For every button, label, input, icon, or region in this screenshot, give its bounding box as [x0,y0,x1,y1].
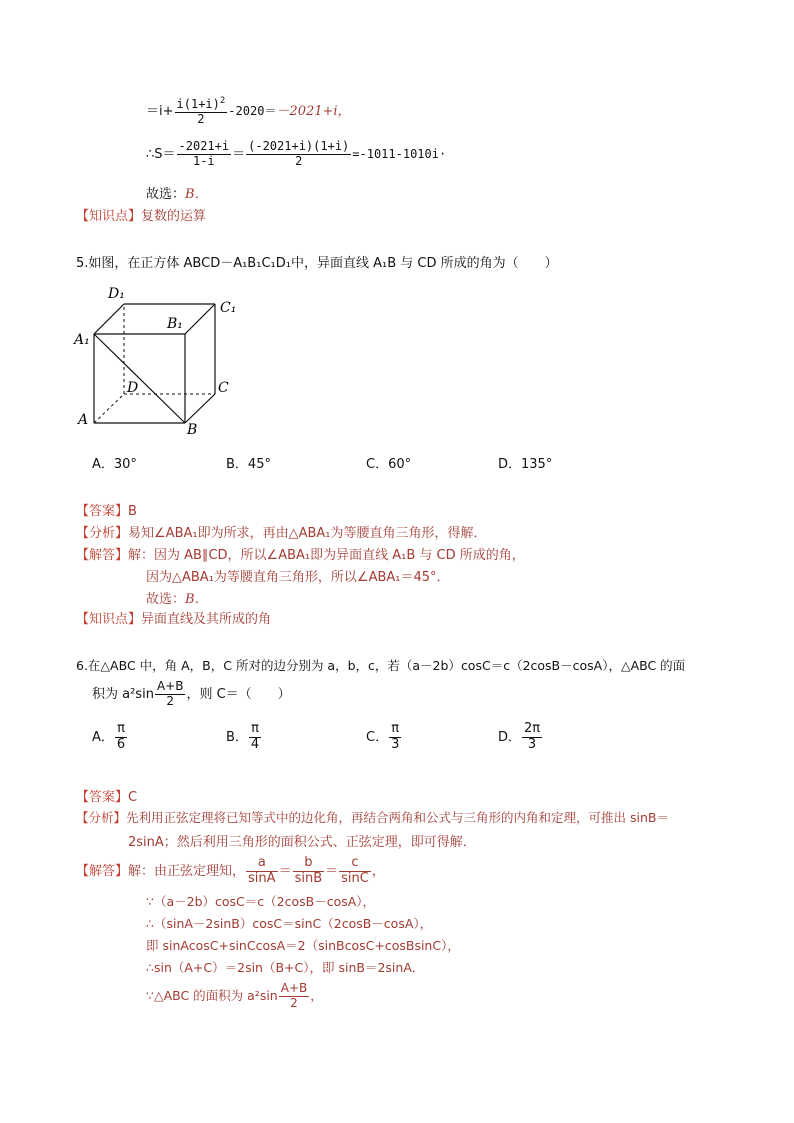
prev-frac-3-den: 2 [295,153,303,168]
prev-choose [146,183,208,202]
q6-sol-frac-c [339,856,371,887]
prev-therefore: ∴S＝ [146,146,176,162]
q5-answer [76,500,137,519]
q5-kp-tag: 【知识点】 [76,612,142,627]
q6-sol-6-den: 2 [290,995,298,1010]
q6-analysis-line-1: 先利用正弦定理将已知等式中的边化角，再结合两角和公式与三角形的内角和定理，可推出 sinB＝ [126,810,669,825]
q6-solution [76,856,385,887]
q5-option-d[interactable]: D．135° [498,457,553,472]
q6-option-c-frac [389,722,401,753]
q6-sol-6-frac [279,982,310,1011]
q5-option-a[interactable]: A．30° [92,457,137,472]
q5-stem: 5.如图，在正方体 ABCD－A₁B₁C₁D₁中，异面直线 A₁B 与 CD 所成的角为（ ） [76,256,558,271]
q6-sol-frac-b [293,856,325,887]
q6-option-b-den: 4 [250,736,260,752]
q5-answer-value: B [128,504,137,519]
prev-frac-1-sup: 2 [219,96,226,106]
q6-solution-line-2: ∵（a－2b）cosC＝c（2cosB－cosA）， [146,894,376,909]
q6-solution-intro: 解：由正弦定理知， [128,863,246,879]
q6-stem-frac-num: A+B [156,679,184,693]
q6-solution-line-3: ∴（sinA－2sinB）cosC＝sinC（2cosB－cosA）， [146,916,433,931]
q6-stem-line-2 [92,680,291,709]
q5-solution [76,544,525,563]
q6-option-b[interactable] [226,722,262,753]
q5-knowledge [76,608,271,627]
q6-stem-frac [155,680,186,709]
edge-BC [185,394,215,423]
q6-option-d-num: 2π [524,721,541,736]
prev-frac-1 [175,96,228,127]
prev-result: －2021+i， [276,103,351,119]
q6-stem-frac-den: 2 [166,693,174,708]
q6-option-a-label: A． [92,729,114,745]
q6-sol-frac-c-den: sinC [341,870,369,886]
q6-sol-frac-a-num: a [246,856,278,872]
q6-option-a[interactable] [92,722,128,753]
q6-sol-6-num: A+B [280,981,308,995]
prev-eq-2: ＝ [232,146,246,162]
prev-frac-1-num: i(1+i) [176,97,220,111]
prev-tail-2: =-1011-1010i· [352,146,447,161]
q6-option-a-num: π [115,722,127,738]
q6-option-c[interactable] [366,722,402,753]
edge-A1D1 [94,304,124,334]
prev-kp-text: 复数的运算 [141,209,207,224]
q6-sol-6-end: ， [310,987,323,1003]
q5-solution-tag: 【解答】 [76,548,129,563]
prev-frac-3 [246,140,351,169]
q6-sol-frac-a-den: sinA [248,870,276,886]
prev-choose-value: B． [185,187,208,202]
q6-sol-eq-2: ＝ [325,863,339,879]
q6-sol-frac-c-num: c [339,856,371,872]
q5-answer-tag: 【答案】 [76,504,129,519]
prev-tail: -2020＝ [228,103,277,118]
q5-choose-value: B． [185,592,208,607]
q5-option-c[interactable]: C．60° [366,457,412,472]
prev-frac-2-num: -2021+i [178,139,230,153]
q6-option-a-frac [115,722,127,753]
q6-answer-tag: 【答案】 [76,790,129,805]
q6-option-c-num: π [389,722,401,738]
q6-analysis-line-2: 2sinA；然后利用三角形的面积公式、正弦定理，即可得解． [128,835,476,850]
label-A: A [78,412,89,428]
q6-answer [76,786,137,805]
q6-option-d-label: D． [498,729,522,745]
q6-solution-tag: 【解答】 [76,863,129,879]
label-D1: D₁ [108,286,125,302]
label-B: B [187,422,198,438]
q6-option-b-label: B． [226,729,248,745]
label-C1: C₁ [220,300,237,316]
label-C: C [218,380,229,396]
label-D: D [127,380,139,396]
q6-option-c-den: 3 [391,736,400,752]
edge-B1C1 [185,304,215,334]
prev-frac-1-den: 2 [197,111,205,126]
prev-frac-3-num: (-2021+i)(1+i) [248,139,350,153]
q6-sol-6-text: ∵△ABC 的面积为 a²sin [146,987,278,1003]
q6-option-d-frac [522,722,542,753]
q5-analysis [76,522,487,541]
q5-solution-line-2: 因为△ABA₁为等腰直角三角形，所以∠ABA₁＝45°． [146,570,450,585]
q6-option-c-label: C． [366,729,389,745]
q5-analysis-tag: 【分析】 [76,526,129,541]
q6-option-d-den: 3 [527,736,537,752]
cube-figure [70,282,250,438]
q6-option-b-num: π [249,722,261,738]
prev-kp-tag: 【知识点】 [76,209,142,224]
q6-answer-value: C [128,790,138,805]
q6-sol-frac-a [246,856,278,887]
prev-choose-label: 故选： [146,187,186,202]
q6-option-b-frac [249,722,261,753]
q6-analysis-tag: 【分析】 [76,810,127,825]
prev-line-2 [146,140,446,169]
q6-option-a-den: 6 [116,736,126,752]
q6-sol-frac-b-den: sinB [294,870,323,886]
q6-stem-line-1: 6.在△ABC 中，角 A，B，C 所对的边分别为 a，b，c，若（a－2b）cosC＝c（2cosB－cosA），△ABC 的面 [76,658,686,673]
q5-solution-line-1: 解：因为 AB∥CD，所以∠ABA₁即为异面直线 A₁B 与 CD 所成的角， [128,548,525,563]
q6-solution-line-5: ∴sin（A+C）＝2sin（B+C），即 sinB＝2sinA． [146,960,425,975]
q6-solution-line-6 [146,982,323,1011]
q6-sol-end: ， [371,863,385,879]
q6-sol-frac-b-num: b [293,856,325,872]
label-A1: A₁ [74,332,90,348]
prev-eq: ＝i+ [146,103,174,119]
edge-AD [94,394,124,423]
q6-option-d[interactable] [498,722,543,753]
prev-knowledge [76,205,206,224]
label-B1: B₁ [167,316,183,332]
prev-frac-2-den: 1-i [192,153,215,168]
prev-frac-2 [177,140,232,169]
q6-solution-line-4: 即 sinAcosC+sinCcosA＝2（sinBcosC+cosBsinC）， [146,938,460,953]
q5-kp-text: 异面直线及其所成的角 [141,612,272,627]
q5-analysis-text: 易知∠ABA₁即为所求，再由△ABA₁为等腰直角三角形，得解． [128,526,487,541]
q6-analysis [76,808,669,826]
prev-line-1 [146,96,351,127]
q6-sol-eq-1: ＝ [278,863,292,879]
q6-stem-question: ，则 C＝（ ） [186,686,291,702]
q6-stem-area: 积为 a²sin [92,686,154,702]
q5-choose [146,588,208,607]
q5-choose-label: 故选： [146,592,186,607]
q5-option-b[interactable]: B．45° [226,457,271,472]
